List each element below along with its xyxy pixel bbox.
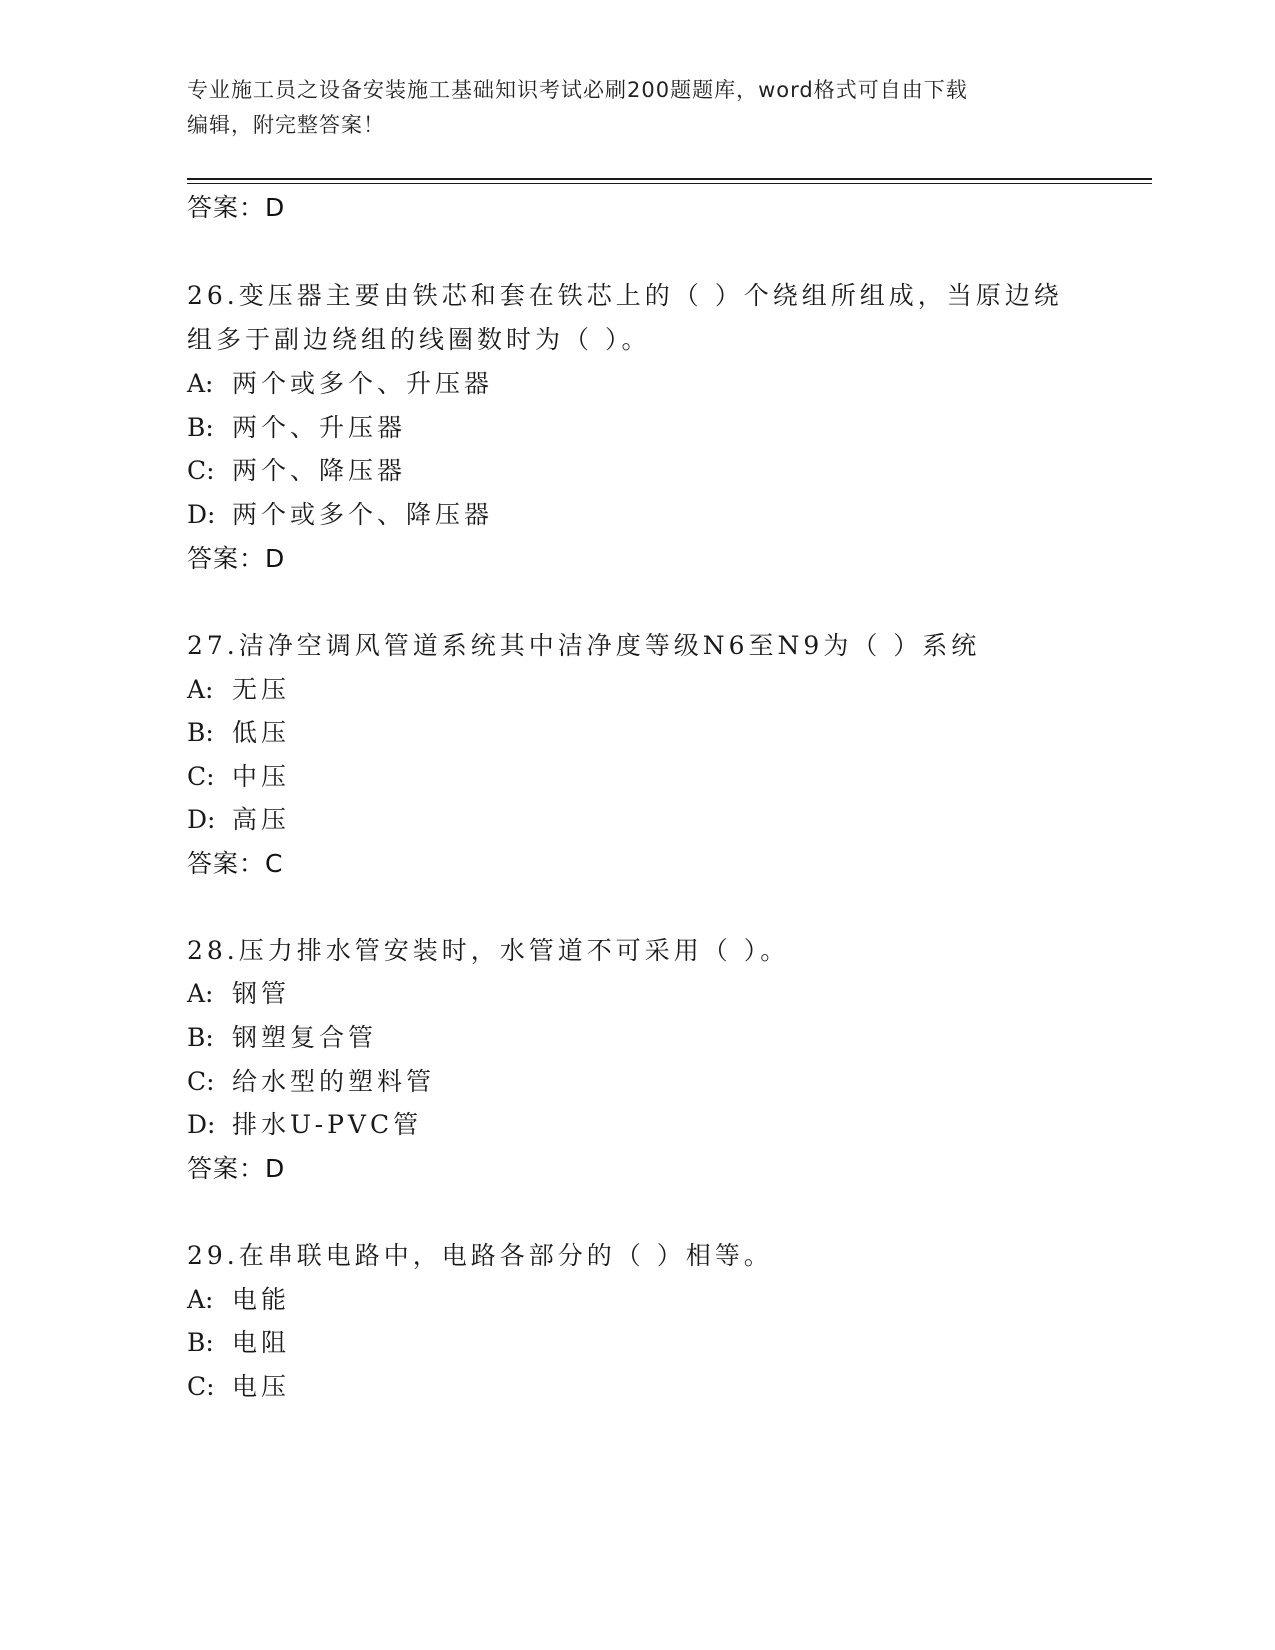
option-text: 中压 [232, 762, 291, 791]
header-line-2: 编辑，附完整答案！ [187, 113, 385, 137]
question-27-option-c [187, 761, 290, 793]
option-key: B: [187, 718, 214, 747]
option-key: A: [187, 675, 214, 704]
option-key: D: [187, 500, 216, 529]
question-27-line-1: 27.洁净空调风管道系统其中洁净度等级N6至N9为（ ）系统 [187, 631, 981, 660]
option-text: 两个、降压器 [232, 456, 407, 485]
question-26-option-a [187, 368, 493, 400]
option-text: 两个、升压器 [232, 413, 407, 442]
option-key: C: [187, 762, 215, 791]
prev-answer: 答案：D [187, 193, 286, 222]
option-key: C: [187, 1067, 215, 1096]
question-27-option-d [187, 804, 290, 836]
option-text: 低压 [232, 718, 291, 747]
option-key: A: [187, 1285, 214, 1314]
option-text: 两个或多个、降压器 [232, 500, 494, 529]
question-27-option-b [187, 717, 290, 749]
question-26-line-1: 26.变压器主要由铁芯和套在铁芯上的（ ）个绕组所组成，当原边绕 [187, 281, 1063, 310]
header-rule-thick [187, 178, 1152, 180]
option-key: A: [187, 369, 214, 398]
option-key: C: [187, 456, 215, 485]
question-27-answer: 答案：C [187, 849, 284, 878]
option-text: 高压 [232, 805, 291, 834]
question-29-option-c [187, 1371, 290, 1403]
option-text: 电能 [232, 1285, 291, 1314]
question-26-answer: 答案：D [187, 544, 286, 573]
option-text: 电压 [232, 1372, 291, 1401]
question-26-option-b [187, 412, 406, 444]
question-28-option-b [187, 1022, 377, 1054]
question-27-option-a [187, 674, 290, 706]
question-29-option-b [187, 1327, 290, 1359]
option-text: 给水型的塑料管 [232, 1067, 436, 1096]
option-text: 无压 [232, 675, 291, 704]
option-key: B: [187, 1023, 214, 1052]
option-key: D: [187, 805, 216, 834]
question-29-option-a [187, 1284, 290, 1316]
option-text: 钢塑复合管 [232, 1023, 378, 1052]
option-key: C: [187, 1372, 215, 1401]
option-key: A: [187, 979, 214, 1008]
header-line-1: 专业施工员之设备安装施工基础知识考试必刷200题题库，word格式可自由下载 [187, 78, 968, 102]
question-26-option-d [187, 499, 493, 531]
question-26-line-2: 组多于副边绕组的线圈数时为（ ）。 [187, 325, 651, 354]
header-rule-thin [187, 183, 1152, 184]
option-text: 钢管 [232, 979, 291, 1008]
question-28-option-c [187, 1066, 435, 1098]
question-28-option-a [187, 978, 290, 1010]
document-header [187, 73, 1087, 143]
option-key: B: [187, 413, 214, 442]
question-28-option-d [187, 1109, 422, 1141]
question-28-answer: 答案：D [187, 1154, 286, 1183]
option-text: 两个或多个、升压器 [232, 369, 494, 398]
option-key: B: [187, 1328, 214, 1357]
option-text: 排水U-PVC管 [232, 1110, 423, 1139]
question-28-line-1: 28.压力排水管安装时，水管道不可采用（ ）。 [187, 936, 790, 965]
question-29-line-1: 29.在串联电路中，电路各部分的（ ）相等。 [187, 1241, 773, 1270]
option-text: 电阻 [232, 1328, 291, 1357]
option-key: D: [187, 1110, 216, 1139]
question-26-option-c [187, 455, 406, 487]
